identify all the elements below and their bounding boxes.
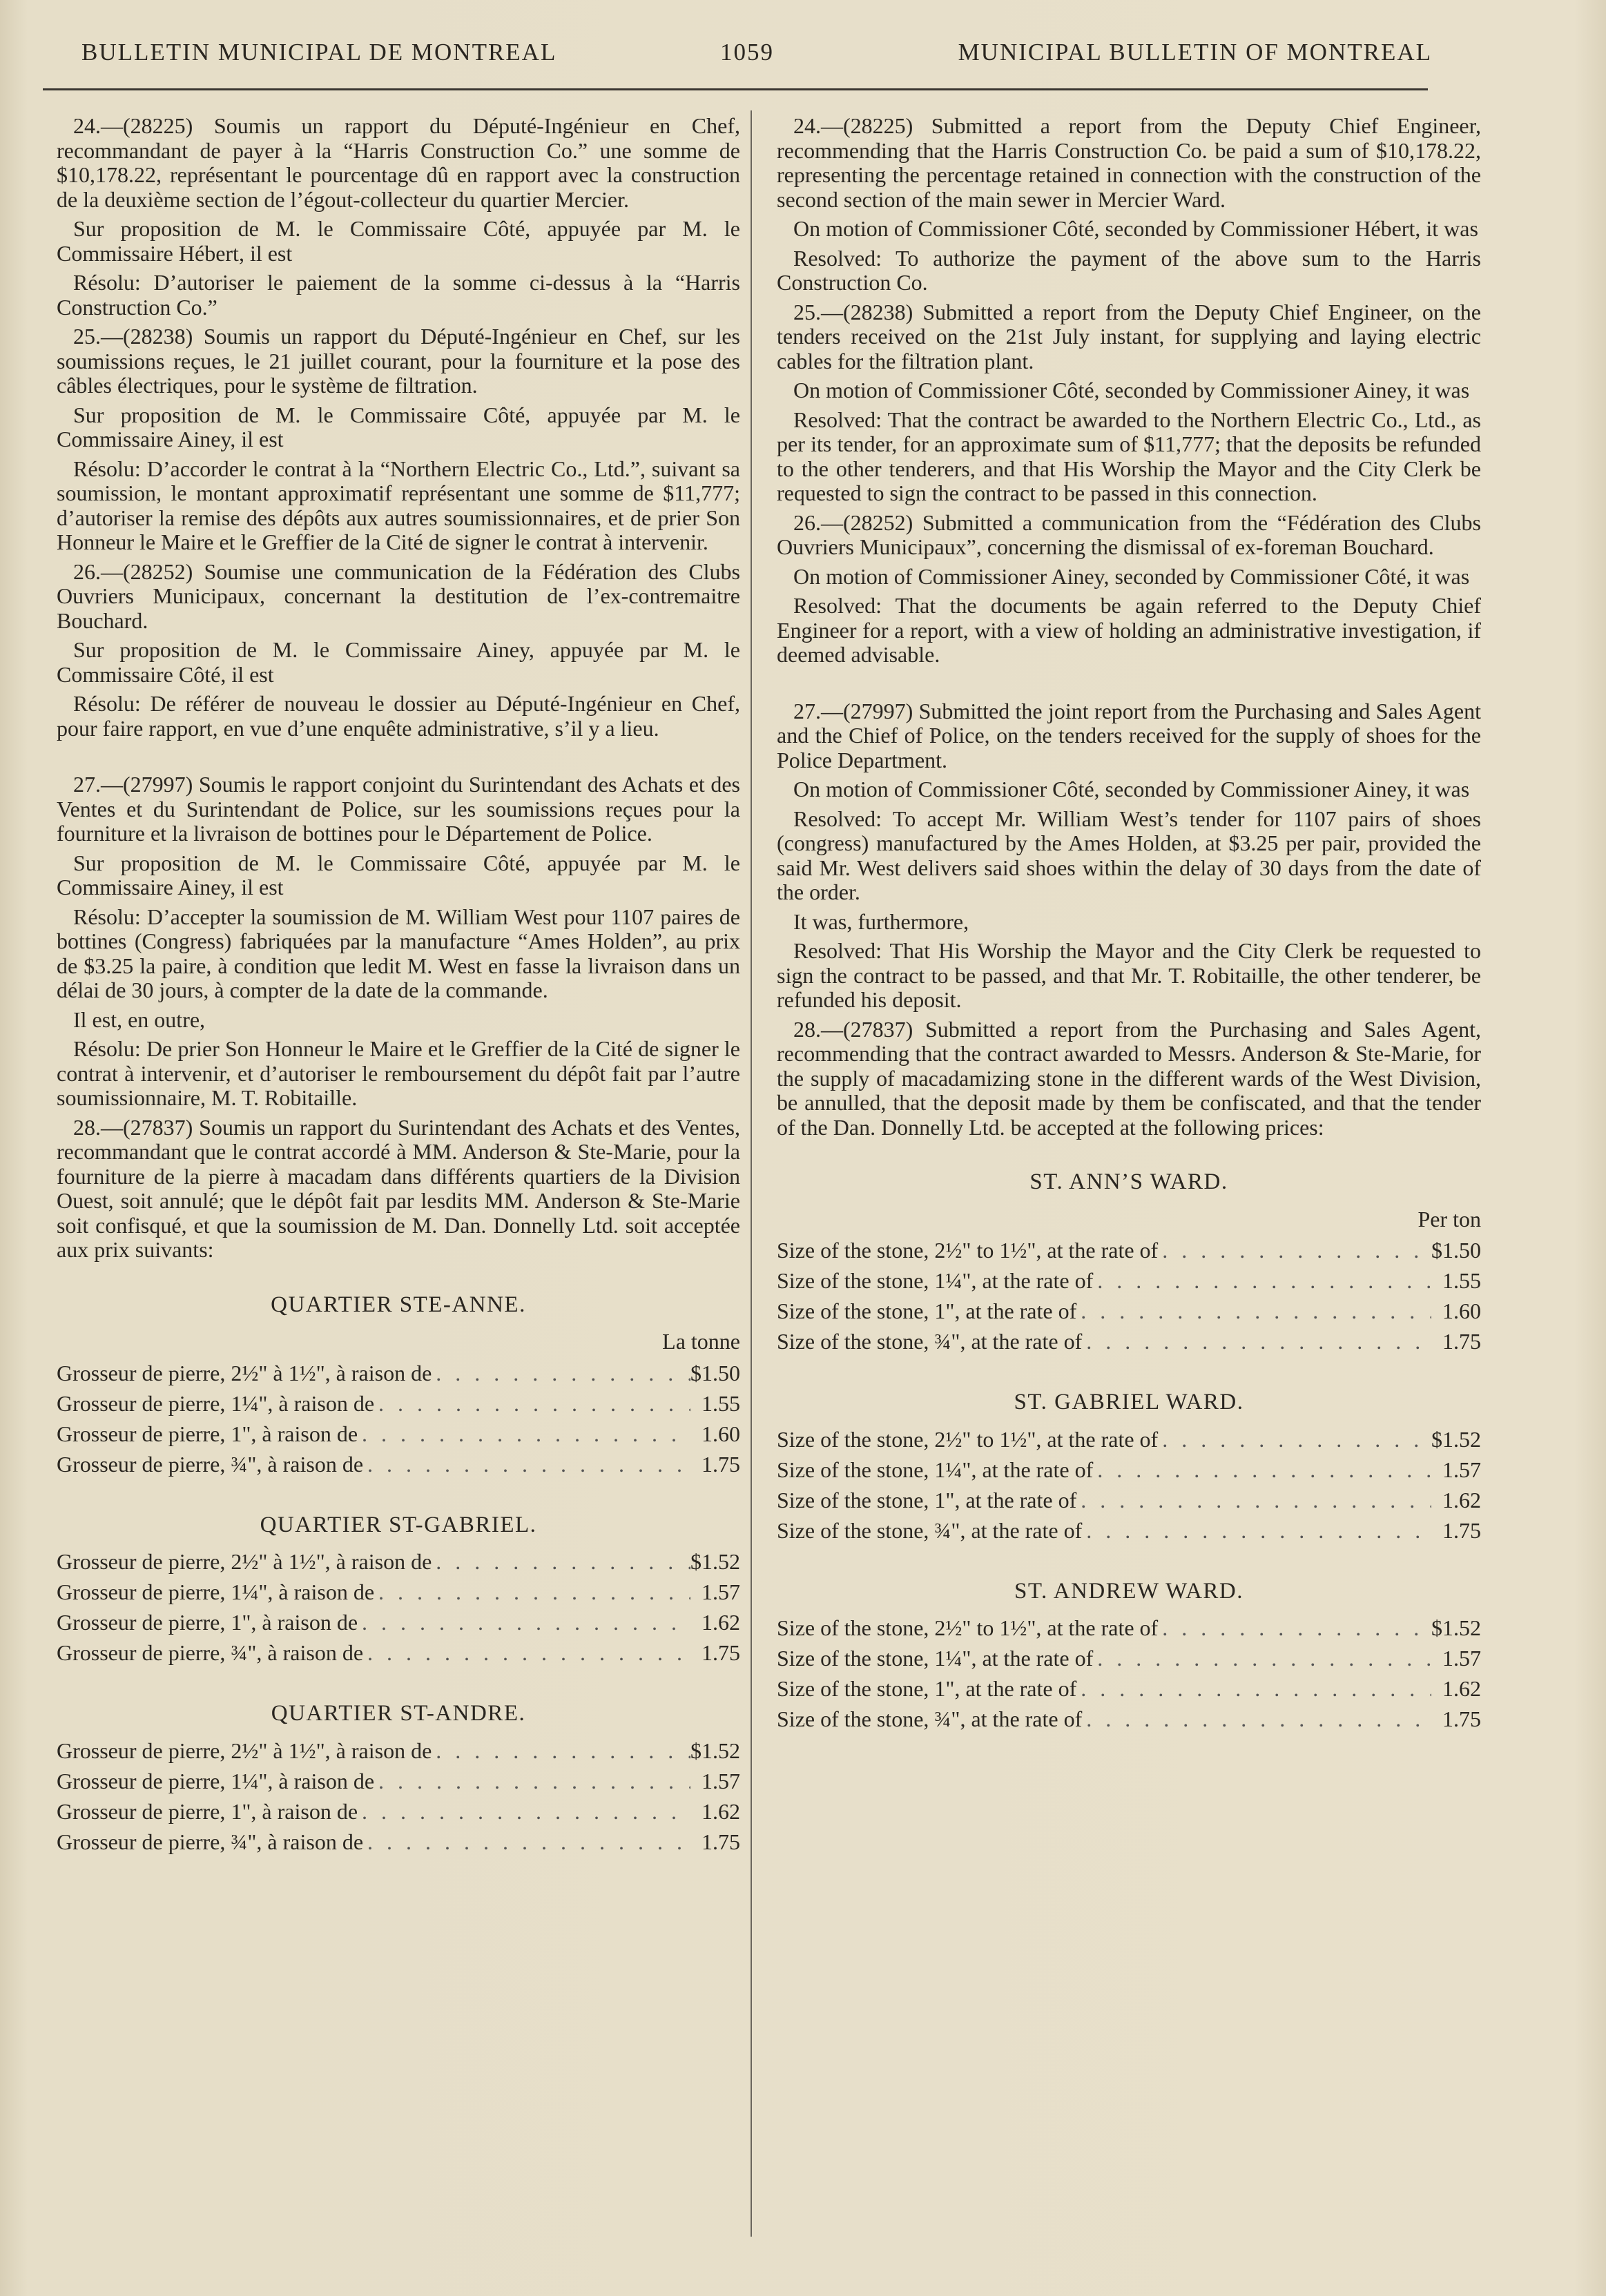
english-rate-price: 1.75 [1442, 1706, 1481, 1731]
leader-dots [374, 1392, 690, 1417]
french-paragraph: 28.—(27837) Soumis un rapport du Surintendant des Achats et des Ventes, recommandant que le contrat accordé à MM. Anderson & Ste-Marie, pour la fourniture de la pierre à macadam dans différents quartiers de la Division Ouest, soit annulé; que le dépôt fait par lesdits MM. Anderson & Ste-Marie soit confisqué, et que la soumission de M. Dan. Donnelly Ltd. soit acceptée aux prix suivants: [57, 1114, 740, 1262]
english-rate-label: Size of the stone, 1", at the rate of [777, 1676, 1077, 1701]
leader-dots [358, 1611, 690, 1635]
english-rate-row [777, 1458, 1481, 1488]
french-paragraph: Résolu: De prier Son Honneur le Maire et le Greffier de la Cité de signer le contrat à intervenir, et d’autoriser le remboursement du dépôt fait par l’autre soumissionnaire, M. T. Robitaille. [57, 1036, 740, 1110]
leader-dots [1158, 1428, 1431, 1452]
french-rate-row [57, 1422, 740, 1452]
leader-dots [1082, 1330, 1431, 1354]
french-rate-row [57, 1452, 740, 1483]
header-french-title: BULLETIN MUNICIPAL DE MONTREAL [81, 39, 557, 66]
header-rule [43, 88, 1428, 90]
french-rate-row [57, 1580, 740, 1611]
english-rate-row [777, 1646, 1481, 1677]
column-divider [751, 110, 752, 2237]
french-rate-price: 1.62 [702, 1798, 740, 1824]
english-paragraph: Resolved: To accept Mr. William West’s tender for 1107 pairs of shoes (congress) manufactured by the Ames Holden, at $3.25 per pair, provided the said Mr. West delivers said shoes within the delay of 30 days from the date of the order. [777, 806, 1481, 904]
french-rate-row [57, 1739, 740, 1769]
french-rate-label: Grosseur de pierre, 2½" à 1½", à raison de [57, 1360, 432, 1385]
english-rate-price: 1.75 [1442, 1329, 1481, 1354]
english-rate-label: Size of the stone, ¾", at the rate of [777, 1706, 1083, 1731]
french-rate-label: Grosseur de pierre, 2½" à 1½", à raison de [57, 1738, 432, 1763]
leader-dots [1076, 1488, 1431, 1513]
french-paragraph: 25.—(28238) Soumis un rapport du Député-Ingénieur en Chef, sur les soumissions reçues, le 21 juillet courant, pour la fourniture et la pose des câbles électriques, pour le système de filtration. [57, 324, 740, 398]
french-paragraph: 26.—(28252) Soumise une communication de la Fédération des Clubs Ouvriers Municipaux, concernant la destitution de l’ex-contremaitre Bouchard. [57, 558, 740, 633]
english-rate-row [777, 1519, 1481, 1549]
french-paragraph: Sur proposition de M. le Commissaire Côté, appuyée par M. le Commissaire Hébert, il est [57, 216, 740, 266]
running-head [81, 39, 1432, 80]
french-rate-price: 1.62 [702, 1610, 740, 1635]
english-rate-row [777, 1677, 1481, 1707]
english-column [777, 114, 1481, 1738]
leader-dots [432, 1361, 690, 1386]
english-paragraph: It was, furthermore, [793, 908, 969, 934]
leader-dots [1158, 1616, 1431, 1641]
english-rate-row [777, 1616, 1481, 1646]
leader-dots [1082, 1519, 1431, 1544]
french-rate-row [57, 1550, 740, 1580]
leader-dots [363, 1830, 690, 1855]
french-paragraph: 24.—(28225) Soumis un rapport du Député-Ingénieur en Chef, recommandant de payer à la “Harris Construction Co.” une somme de $10,178.22, représentant le pourcentage dû en rapport avec la construction de la deuxième section de l’égout-collecteur du quartier Mercier. [57, 113, 740, 212]
leader-dots [374, 1769, 690, 1794]
english-ward-heading: ST. ANDREW WARD. [1014, 1578, 1244, 1604]
english-rate-row [777, 1238, 1481, 1269]
leader-dots [374, 1580, 690, 1605]
english-rate-price: 1.60 [1442, 1298, 1481, 1323]
french-rate-price: 1.60 [702, 1421, 740, 1446]
french-rate-row [57, 1641, 740, 1671]
english-rate-row [777, 1269, 1481, 1299]
french-rate-label: Grosseur de pierre, 1", à raison de [57, 1421, 358, 1446]
french-paragraph: Sur proposition de M. le Commissaire Côté, appuyée par M. le Commissaire Ainey, il est [57, 402, 740, 451]
english-paragraph: 28.—(27837) Submitted a report from the Purchasing and Sales Agent, recommending that the contract awarded to Messrs. Anderson & Ste-Marie, for the supply of macadamizing stone in the different wards of the West Division, be annulled, that the deposit made by them be confiscated, and that the tender of the Dan. Donnelly Ltd. be accepted at the following prices: [777, 1016, 1481, 1140]
english-rate-price: $1.52 [1431, 1426, 1481, 1452]
english-paragraph: 27.—(27997) Submitted the joint report from the Purchasing and Sales Agent and the Chief of Police, on the tenders received for the supply of shoes for the Police Department. [777, 698, 1481, 772]
french-rate-price: 1.57 [702, 1768, 740, 1793]
french-ward-heading: QUARTIER ST-GABRIEL. [260, 1512, 537, 1537]
english-rate-price: 1.62 [1442, 1676, 1481, 1701]
english-rate-label: Size of the stone, 1¼", at the rate of [777, 1268, 1094, 1293]
french-rate-row [57, 1361, 740, 1392]
leader-dots [363, 1641, 690, 1666]
french-paragraph: 27.—(27997) Soumis le rapport conjoint du Surintendant des Achats et des Ventes et du Surintendant de Police, sur les soumissions reçues pour la fourniture et la livraison de bottines pour le Département de Police. [57, 772, 740, 846]
french-paragraph: Il est, en outre, [73, 1006, 206, 1032]
french-rate-row [57, 1611, 740, 1641]
header-english-title: MUNICIPAL BULLETIN OF MONTREAL [958, 39, 1432, 66]
leader-dots [1076, 1677, 1431, 1702]
leader-dots [1076, 1299, 1431, 1324]
french-paragraph: Sur proposition de M. le Commissaire Côté, appuyée par M. le Commissaire Ainey, il est [57, 850, 740, 899]
english-paragraph: 25.—(28238) Submitted a report from the Deputy Chief Engineer, on the tenders received on the 21st July instant, for supplying and laying electric cables for the filtration plant. [777, 299, 1481, 373]
english-rate-price: 1.57 [1442, 1646, 1481, 1671]
leader-dots [432, 1739, 690, 1764]
french-rate-row [57, 1769, 740, 1800]
english-rate-price: 1.57 [1442, 1457, 1481, 1482]
english-ward-heading: ST. ANN’S WARD. [1029, 1169, 1228, 1194]
english-paragraph: On motion of Commissioner Ainey, seconded by Commissioner Côté, it was [793, 563, 1470, 589]
french-paragraph: Sur proposition de M. le Commissaire Ainey, appuyée par M. le Commissaire Côté, il est [57, 637, 740, 687]
french-rate-price: 1.75 [702, 1829, 740, 1854]
french-rate-label: Grosseur de pierre, 1¼", à raison de [57, 1768, 375, 1793]
english-rate-label: Size of the stone, ¾", at the rate of [777, 1517, 1083, 1543]
leader-dots [358, 1800, 690, 1825]
english-rate-label: Size of the stone, 2½" to 1½", at the rate of [777, 1238, 1159, 1263]
english-rate-price: 1.75 [1442, 1517, 1481, 1543]
leader-dots [1093, 1646, 1431, 1671]
leader-dots [432, 1550, 690, 1575]
french-ward-heading: QUARTIER STE-ANNE. [271, 1292, 526, 1317]
english-rate-label: Size of the stone, 2½" to 1½", at the rate of [777, 1426, 1159, 1452]
french-rate-label: Grosseur de pierre, 2½" à 1½", à raison de [57, 1549, 432, 1574]
french-rate-label: Grosseur de pierre, 1", à raison de [57, 1610, 358, 1635]
french-rate-price: 1.75 [702, 1451, 740, 1477]
leader-dots [1158, 1238, 1431, 1263]
french-paragraph: Résolu: D’accepter la soumission de M. William West pour 1107 paires de bottines (Congress) fabriquées par la manufacture “Ames Holden”, au prix de $3.25 la paire, à condition que ledit M. West en fasse la livraison dans un délai de 30 jours, à compter de la date de la commande. [57, 904, 740, 1002]
english-rate-price: 1.62 [1442, 1487, 1481, 1512]
french-paragraph: Résolu: D’autoriser le paiement de la somme ci-dessus à la “Harris Construction Co.” [57, 270, 740, 320]
french-rate-label: Grosseur de pierre, 1", à raison de [57, 1798, 358, 1824]
english-paragraph: Resolved: That the documents be again referred to the Deputy Chief Engineer for a report, with a view of holding an administrative investigation, if deemed advisable. [777, 593, 1481, 667]
french-rate-price: 1.55 [702, 1390, 740, 1416]
french-ward-heading: QUARTIER ST-ANDRE. [271, 1701, 526, 1726]
french-rate-price: 1.75 [702, 1640, 740, 1665]
french-rate-label: Grosseur de pierre, 1¼", à raison de [57, 1579, 375, 1604]
page-number: 1059 [720, 39, 774, 66]
french-rate-label: Grosseur de pierre, ¾", à raison de [57, 1640, 364, 1665]
english-rate-label: Size of the stone, 1¼", at the rate of [777, 1457, 1094, 1482]
french-rate-price: $1.50 [690, 1360, 740, 1385]
english-paragraph: 26.—(28252) Submitted a communication from the “Fédération des Clubs Ouvriers Municipaux”, concerning the dismissal of ex-foreman Bouchard. [777, 509, 1481, 559]
english-unit-label: Per ton [1418, 1206, 1481, 1232]
english-rate-label: Size of the stone, 1¼", at the rate of [777, 1646, 1094, 1671]
french-rate-label: Grosseur de pierre, ¾", à raison de [57, 1829, 364, 1854]
leader-dots [358, 1422, 690, 1447]
english-rate-price: $1.50 [1431, 1238, 1481, 1263]
english-rate-price: $1.52 [1431, 1615, 1481, 1640]
french-rate-row [57, 1830, 740, 1860]
english-rate-label: Size of the stone, ¾", at the rate of [777, 1329, 1083, 1354]
french-unit-label: La tonne [662, 1329, 740, 1354]
english-rate-row [777, 1428, 1481, 1458]
english-paragraph: Resolved: To authorize the payment of the above sum to the Harris Construction Co. [777, 245, 1481, 295]
french-paragraph: Résolu: De référer de nouveau le dossier au Député-Ingénieur en Chef, pour faire rapport, en vue d’une enquête administrative, s’il y a lieu. [57, 691, 740, 741]
english-paragraph: On motion of Commissioner Côté, seconded by Commissioner Ainey, it was [793, 378, 1470, 402]
english-rate-price: 1.55 [1442, 1268, 1481, 1293]
english-paragraph: On motion of Commissioner Côté, seconded by Commissioner Ainey, it was [793, 777, 1470, 801]
english-paragraph: Resolved: That the contract be awarded to the Northern Electric Co., Ltd., as per its tender, for an approximate sum of $11,777; that the deposits be refunded to the other tenderers, and that His Worship the Mayor and the City Clerk be requested to sign the contract to be passed in this connection. [777, 407, 1481, 505]
french-rate-label: Grosseur de pierre, ¾", à raison de [57, 1451, 364, 1477]
english-paragraph: Resolved: That His Worship the Mayor and the City Clerk be requested to sign the contract to be passed, and that Mr. T. Robitaille, the other tenderer, be refunded his deposit. [777, 938, 1481, 1012]
leader-dots [1093, 1269, 1431, 1294]
french-rate-row [57, 1800, 740, 1830]
english-rate-row [777, 1330, 1481, 1360]
french-rate-price: 1.57 [702, 1579, 740, 1604]
leader-dots [1082, 1707, 1431, 1732]
english-rate-row [777, 1488, 1481, 1519]
english-rate-row [777, 1299, 1481, 1330]
english-rate-label: Size of the stone, 1", at the rate of [777, 1298, 1077, 1323]
french-paragraph: Résolu: D’accorder le contrat à la “Northern Electric Co., Ltd.”, suivant sa soumission, le montant approximatif représentant une somme de $11,777; d’autoriser la remise des dépôts aux autres soumissionnaires, et de prier Son Honneur le Maire et le Greffier de la Cité de signer le contrat à intervenir. [57, 456, 740, 554]
leader-dots [363, 1452, 690, 1477]
english-rate-label: Size of the stone, 2½" to 1½", at the rate of [777, 1615, 1159, 1640]
english-paragraph: On motion of Commissioner Côté, seconded by Commissioner Hébert, it was [793, 216, 1478, 241]
french-rate-label: Grosseur de pierre, 1¼", à raison de [57, 1390, 375, 1416]
english-paragraph: 24.—(28225) Submitted a report from the Deputy Chief Engineer, recommending that the Harris Construction Co. be paid a sum of $10,178.22, representing the percentage retained in connection with the construction of the second section of the main sewer in Mercier Ward. [777, 113, 1481, 212]
english-ward-heading: ST. GABRIEL WARD. [1014, 1390, 1244, 1414]
leader-dots [1093, 1458, 1431, 1483]
french-rate-price: $1.52 [690, 1549, 740, 1574]
french-column [57, 114, 740, 1860]
french-rate-price: $1.52 [690, 1738, 740, 1763]
english-rate-label: Size of the stone, 1", at the rate of [777, 1487, 1077, 1512]
french-rate-row [57, 1392, 740, 1422]
english-rate-row [777, 1707, 1481, 1738]
